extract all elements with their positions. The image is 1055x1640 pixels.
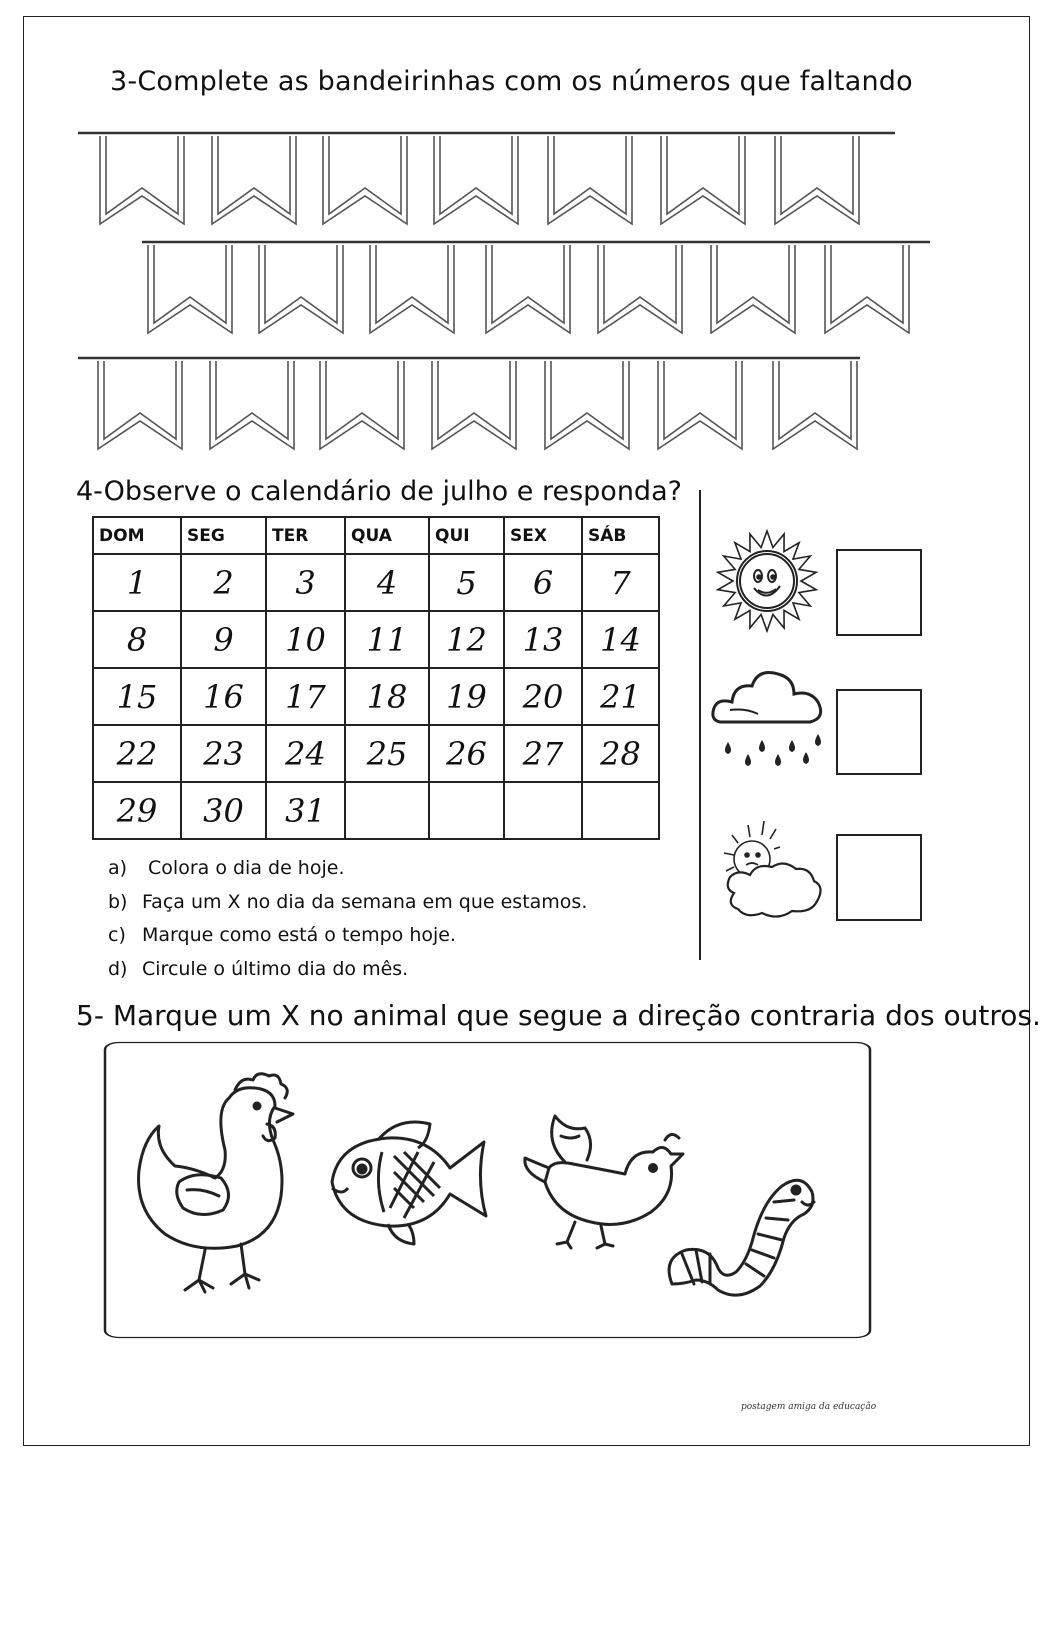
bunting-flag[interactable]: [323, 136, 407, 224]
question-item: [108, 919, 587, 953]
calendar-day-cell[interactable]: 10: [266, 611, 345, 668]
calendar-day-cell[interactable]: 17: [266, 668, 345, 725]
bunting-flag[interactable]: [148, 245, 232, 333]
rain-cloud-icon: [706, 664, 831, 799]
worm-icon[interactable]: [662, 1162, 842, 1302]
item-text: Faça um X no dia da semana em que estamos.: [142, 890, 588, 913]
calendar-week-row: [93, 611, 659, 668]
calendar-day-cell[interactable]: 25: [345, 725, 429, 782]
bunting-flag[interactable]: [100, 136, 184, 224]
calendar-day-cell[interactable]: 8: [93, 611, 181, 668]
weather-checkbox-rainy[interactable]: [836, 689, 922, 775]
calendar-day-cell[interactable]: 16: [181, 668, 266, 725]
calendar-day-cell[interactable]: 11: [345, 611, 429, 668]
calendar-day-header: QUI: [429, 517, 504, 554]
bunting-flag[interactable]: [775, 136, 859, 224]
calendar-day-cell[interactable]: 21: [582, 668, 659, 725]
bunting-flag[interactable]: [773, 361, 857, 449]
question-3-title: 3-Complete as bandeirinhas com os números que faltando: [110, 66, 913, 97]
calendar-day-cell[interactable]: 29: [93, 782, 181, 839]
calendar-day-header: SEG: [181, 517, 266, 554]
fish-icon[interactable]: [318, 1112, 498, 1252]
bunting-flag[interactable]: [711, 245, 795, 333]
calendar-day-cell[interactable]: 20: [504, 668, 582, 725]
calendar-day-cell[interactable]: 23: [181, 725, 266, 782]
calendar-day-cell[interactable]: 3: [266, 554, 345, 611]
calendar-week-row: [93, 668, 659, 725]
question-item: [108, 886, 587, 920]
bunting-flag[interactable]: [658, 361, 742, 449]
bunting-flag[interactable]: [259, 245, 343, 333]
calendar-day-cell[interactable]: 31: [266, 782, 345, 839]
bunting-flag[interactable]: [545, 361, 629, 449]
bunting-flags: [0, 0, 1055, 470]
calendar-day-cell[interactable]: 13: [504, 611, 582, 668]
bunting-flag[interactable]: [320, 361, 404, 449]
calendar-day-header: SÁB: [582, 517, 659, 554]
divider-line: [699, 490, 701, 960]
bunting-flag[interactable]: [434, 136, 518, 224]
bunting-flag[interactable]: [98, 361, 182, 449]
calendar-day-cell[interactable]: 4: [345, 554, 429, 611]
item-text: Marque como está o tempo hoje.: [142, 924, 457, 946]
calendar-day-cell[interactable]: 22: [93, 725, 181, 782]
calendar-day-header: SEX: [504, 517, 582, 554]
calendar-day-cell[interactable]: 26: [429, 725, 504, 782]
calendar-week-row: [93, 725, 659, 782]
bunting-flag[interactable]: [661, 136, 745, 224]
calendar-table: [92, 516, 660, 840]
sun-icon: [712, 526, 822, 636]
calendar-day-cell[interactable]: 15: [93, 668, 181, 725]
calendar-day-cell[interactable]: [345, 782, 429, 839]
bird-icon[interactable]: [515, 1102, 685, 1252]
calendar-day-cell[interactable]: 2: [181, 554, 266, 611]
calendar-day-cell[interactable]: 6: [504, 554, 582, 611]
calendar-day-cell[interactable]: 9: [181, 611, 266, 668]
calendar-day-header: TER: [266, 517, 345, 554]
calendar-day-cell[interactable]: 24: [266, 725, 345, 782]
calendar-day-cell[interactable]: 14: [582, 611, 659, 668]
footer-credit: postagem amiga da educação: [741, 1402, 877, 1412]
bunting-flag[interactable]: [210, 361, 294, 449]
calendar-day-cell[interactable]: 19: [429, 668, 504, 725]
calendar-day-header: QUA: [345, 517, 429, 554]
calendar-week-row: [93, 782, 659, 839]
item-text: Colora o dia de hoje.: [142, 857, 345, 879]
calendar-week-row: [93, 554, 659, 611]
calendar-day-cell[interactable]: 5: [429, 554, 504, 611]
calendar-day-cell[interactable]: 12: [429, 611, 504, 668]
calendar-day-cell[interactable]: [582, 782, 659, 839]
calendar-day-header: DOM: [93, 517, 181, 554]
item-label: b): [108, 890, 128, 913]
question-5-title: 5- Marque um X no animal que segue a direção contraria dos outros.: [76, 999, 1041, 1032]
item-label: a): [108, 857, 128, 879]
item-text: Circule o último dia do mês.: [142, 957, 409, 980]
hen-icon[interactable]: [125, 1070, 305, 1310]
calendar-day-cell[interactable]: [504, 782, 582, 839]
bunting-flag[interactable]: [548, 136, 632, 224]
bunting-flag[interactable]: [598, 245, 682, 333]
calendar-day-cell[interactable]: 18: [345, 668, 429, 725]
question-4-title: 4-Observe o calendário de julho e responda?: [76, 476, 682, 507]
calendar-day-cell[interactable]: 7: [582, 554, 659, 611]
question-4-items: [108, 852, 587, 986]
weather-checkbox-sunny[interactable]: [836, 549, 922, 636]
calendar-header-row: [93, 517, 659, 554]
bunting-flag[interactable]: [825, 245, 909, 333]
partly-cloudy-icon: [712, 815, 830, 925]
item-label: d): [108, 957, 128, 980]
weather-checkbox-partly-cloudy[interactable]: [836, 834, 922, 921]
bunting-flag[interactable]: [212, 136, 296, 224]
item-label: c): [108, 924, 126, 946]
question-item: [108, 852, 587, 886]
calendar-day-cell[interactable]: 30: [181, 782, 266, 839]
bunting-flag[interactable]: [432, 361, 516, 449]
bunting-flag[interactable]: [370, 245, 454, 333]
calendar-day-cell[interactable]: 27: [504, 725, 582, 782]
calendar-day-cell[interactable]: 28: [582, 725, 659, 782]
question-item: [108, 953, 587, 987]
calendar-day-cell[interactable]: [429, 782, 504, 839]
bunting-flag[interactable]: [486, 245, 570, 333]
calendar-day-cell[interactable]: 1: [93, 554, 181, 611]
